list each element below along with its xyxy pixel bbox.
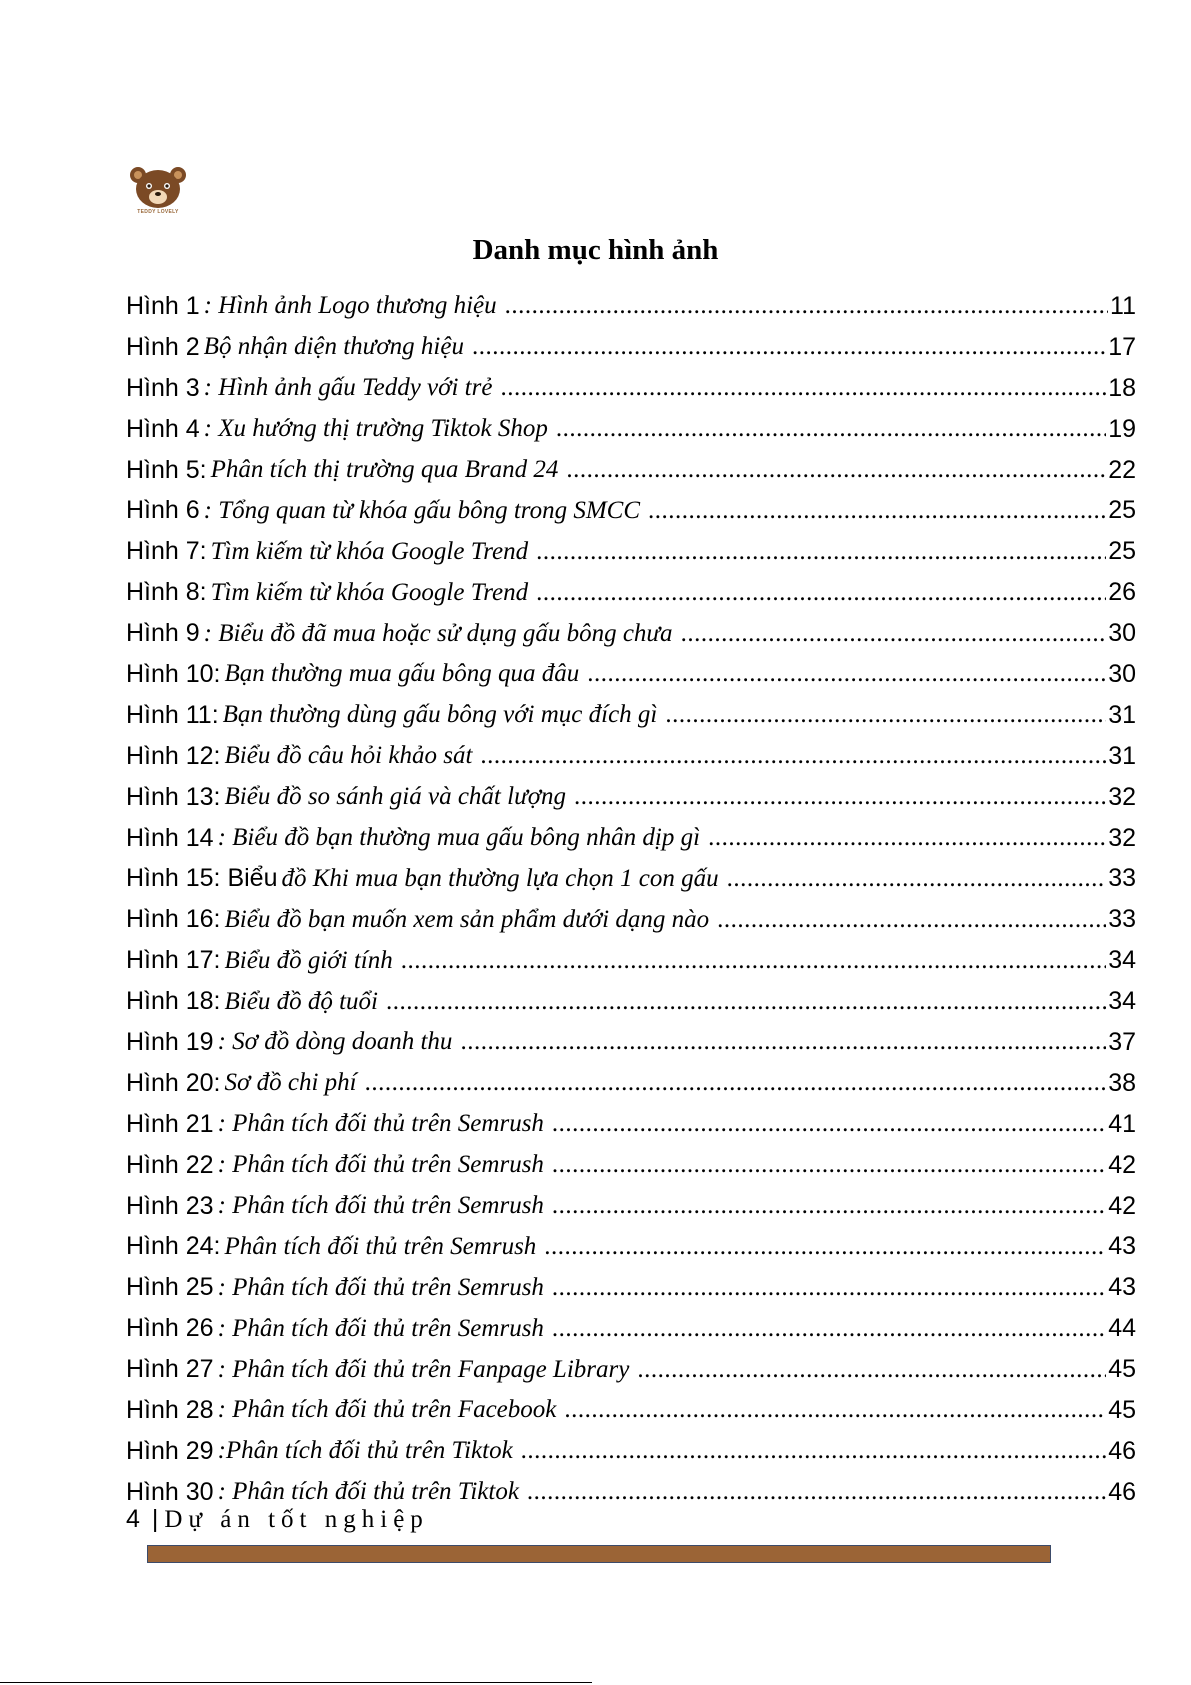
toc-entry-page: 43 [1108,1273,1136,1302]
toc-dot-leader [505,292,1108,320]
toc-entry[interactable] [126,695,1136,736]
toc-entry-label: Hình 8: [126,578,207,607]
toc-entry-caption: : Hình ảnh Logo thương hiệu [203,292,497,320]
toc-entry[interactable] [126,1267,1136,1308]
toc-dot-leader [708,824,1106,852]
toc-dot-leader [552,1274,1106,1302]
toc-entry-label: Hình 9 [126,619,200,648]
page-edge-line [0,1682,592,1683]
toc-entry[interactable] [126,1145,1136,1186]
toc-entry[interactable] [126,490,1136,531]
toc-entry-caption: : Phân tích đối thủ trên Tiktok [217,1478,519,1506]
toc-entry-label: Hình 16: [126,905,221,934]
toc-entry-page: 42 [1108,1191,1136,1220]
toc-dot-leader [587,660,1106,688]
toc-entry-page: 31 [1108,700,1136,729]
toc-entry-page: 42 [1108,1150,1136,1179]
toc-entry-caption: : Tổng quan từ khóa gấu bông trong SMCC [203,496,640,524]
toc-entry[interactable] [126,1104,1136,1145]
footer-page-number: 4 [126,1505,140,1533]
toc-entry-label: Hình 3 [126,373,200,402]
toc-dot-leader [536,579,1106,607]
toc-dot-leader [665,701,1106,729]
toc-entry[interactable] [126,613,1136,654]
toc-dot-leader [544,1233,1106,1261]
toc-entry-page: 30 [1108,619,1136,648]
toc-entry[interactable] [126,899,1136,940]
toc-entry-page: 32 [1108,782,1136,811]
toc-dot-leader [401,947,1106,975]
toc-entry-label: Hình 18: [126,987,221,1016]
toc-entry-caption: Biểu đồ câu hỏi khảo sát [224,742,473,770]
footer-separator: | [151,1505,159,1533]
toc-entry-label: Hình 13: [126,782,221,811]
toc-entry[interactable] [126,1349,1136,1390]
toc-dot-leader [566,456,1106,484]
toc-entry-page: 18 [1108,373,1136,402]
page-footer [126,1505,429,1534]
toc-entry-caption: đồ Khi mua bạn thường lựa chọn 1 con gấu [281,864,719,892]
toc-entry-caption: Bạn thường dùng gấu bông với mục đích gì [222,701,658,729]
toc-entry-label: Hình 7: [126,537,207,566]
toc-entry-label: Hình 27 [126,1355,214,1384]
toc-entry-caption: Phân tích đối thủ trên Semrush [224,1232,537,1260]
toc-entry[interactable] [126,1022,1136,1063]
toc-dot-leader [480,742,1106,770]
toc-entry-label: Hình 11: [126,700,219,729]
footer-text: Dự án tốt nghiệp [164,1505,429,1533]
toc-entry[interactable] [126,450,1136,491]
toc-entry-page: 30 [1108,659,1136,688]
toc-entry-caption: : Phân tích đối thủ trên Semrush [217,1151,544,1179]
toc-entry-label: Hình 20: [126,1068,221,1097]
toc-entry-page: 46 [1108,1477,1136,1506]
toc-entry-page: 22 [1108,455,1136,484]
toc-entry-page: 26 [1108,578,1136,607]
figure-list [126,286,1136,1513]
toc-dot-leader [556,415,1106,443]
toc-entry-page: 41 [1108,1109,1136,1138]
toc-entry-page: 19 [1108,414,1136,443]
toc-entry-label: Hình 15: Biểu [126,864,278,893]
toc-entry-page: 32 [1108,823,1136,852]
toc-entry-page: 33 [1108,905,1136,934]
toc-entry-label: Hình 30 [126,1477,214,1506]
toc-entry-page: 17 [1108,332,1136,361]
toc-entry[interactable] [126,981,1136,1022]
toc-entry-label: Hình 4 [126,414,200,443]
toc-entry-label: Hình 12: [126,741,221,770]
toc-entry-label: Hình 14 [126,823,214,852]
toc-dot-leader [681,620,1107,648]
toc-entry-label: Hình 19 [126,1027,214,1056]
toc-entry[interactable] [126,1308,1136,1349]
toc-dot-leader [460,1028,1106,1056]
toc-entry-caption: Sơ đồ chi phí [224,1069,357,1097]
toc-entry[interactable] [126,858,1136,899]
toc-entry-caption: Phân tích thị trường qua Brand 24 [210,456,559,483]
toc-entry-caption: : Phân tích đối thủ trên Semrush [217,1314,544,1342]
toc-dot-leader [472,333,1106,361]
toc-dot-leader [365,1069,1107,1097]
toc-entry-label: Hình 2 [126,332,200,361]
toc-entry-label: Hình 17: [126,946,221,975]
toc-entry-caption: Biểu đồ so sánh giá và chất lượng [224,783,567,811]
toc-dot-leader [536,538,1106,566]
toc-dot-leader [574,783,1106,811]
toc-entry[interactable] [126,327,1136,368]
toc-entry-caption: : Phân tích đối thủ trên Fanpage Library [217,1355,630,1383]
toc-entry-label: Hình 10: [126,659,221,688]
toc-entry-label: Hình 29 [126,1436,214,1465]
toc-entry-caption: : Hình ảnh gấu Teddy với trẻ [203,374,493,402]
toc-entry[interactable] [126,777,1136,818]
toc-entry-caption: Bộ nhận diện thương hiệu [203,333,464,361]
toc-entry-caption: : Biểu đồ đã mua hoặc sử dụng gấu bông chưa [203,619,673,647]
toc-entry-caption: Tìm kiếm từ khóa Google Trend [210,578,529,606]
toc-entry-label: Hình 21 [126,1109,214,1138]
toc-dot-leader [521,1437,1107,1465]
toc-entry[interactable] [126,1431,1136,1472]
toc-dot-leader [648,497,1106,525]
toc-entry[interactable] [126,572,1136,613]
toc-entry-caption: : Sơ đồ dòng doanh thu [217,1028,453,1056]
toc-entry-page: 46 [1108,1436,1136,1465]
toc-entry-label: Hình 25 [126,1273,214,1302]
toc-dot-leader [552,1315,1106,1343]
toc-entry-label: Hình 22 [126,1150,214,1179]
toc-entry-page: 31 [1108,741,1136,770]
toc-entry[interactable] [126,286,1136,327]
toc-dot-leader [727,865,1107,893]
toc-entry-page: 45 [1108,1395,1136,1424]
footer-bar [147,1545,1051,1563]
toc-entry-caption: Biểu đồ độ tuổi [224,987,378,1015]
toc-entry-caption: : Phân tích đối thủ trên Semrush [217,1110,544,1138]
toc-entry-label: Hình 1 [126,291,200,320]
toc-entry-label: Hình 28 [126,1395,214,1424]
toc-entry-page: 25 [1108,496,1136,525]
toc-entry[interactable] [126,531,1136,572]
toc-entry-label: Hình 23 [126,1191,214,1220]
toc-dot-leader [500,374,1106,402]
toc-entry[interactable] [126,654,1136,695]
toc-entry[interactable] [126,409,1136,450]
toc-entry-page: 34 [1108,946,1136,975]
toc-entry-page: 45 [1108,1355,1136,1384]
toc-entry[interactable] [126,736,1136,777]
toc-entry[interactable] [126,818,1136,859]
brand-logo [128,166,188,222]
toc-entry[interactable] [126,940,1136,981]
toc-entry-label: Hình 5: [126,455,207,484]
toc-entry-page: 37 [1108,1027,1136,1056]
toc-entry-page: 43 [1108,1232,1136,1261]
toc-entry-caption: : Phân tích đối thủ trên Facebook [217,1396,557,1424]
toc-dot-leader [386,988,1106,1016]
toc-entry-caption: Biểu đồ bạn muốn xem sản phẩm dưới dạng nào [224,905,710,933]
toc-dot-leader [552,1151,1106,1179]
toc-entry-page: 25 [1108,537,1136,566]
toc-entry-caption: Biểu đồ giới tính [224,946,393,974]
toc-entry-label: Hình 6 [126,496,200,525]
toc-dot-leader [527,1478,1106,1506]
page-title: Danh mục hình ảnh [472,234,719,266]
toc-entry-caption: : Phân tích đối thủ trên Semrush [217,1192,544,1220]
toc-entry-page: 11 [1110,291,1136,320]
toc-entry-page: 38 [1108,1068,1136,1097]
logo-wordmark: TEDDY LOVELY [137,209,179,215]
toc-dot-leader [552,1192,1106,1220]
toc-entry[interactable] [126,1063,1136,1104]
toc-dot-leader [637,1356,1106,1384]
toc-entry-caption: : Biểu đồ bạn thường mua gấu bông nhân dịp gì [217,824,701,852]
toc-entry[interactable] [126,368,1136,409]
toc-entry[interactable] [126,1390,1136,1431]
toc-entry-caption: Bạn thường mua gấu bông qua đâu [224,660,580,688]
toc-entry-caption: Tìm kiếm từ khóa Google Trend [210,537,529,565]
toc-entry-caption: : Xu hướng thị trường Tiktok Shop [203,415,548,443]
toc-dot-leader [717,906,1106,934]
teddy-bear-icon [128,166,188,210]
toc-entry-page: 34 [1108,987,1136,1016]
toc-dot-leader [552,1110,1106,1138]
toc-entry-caption: :Phân tích đối thủ trên Tiktok [217,1437,513,1465]
toc-entry-page: 33 [1108,864,1136,893]
toc-entry-label: Hình 26 [126,1314,214,1343]
toc-entry[interactable] [126,1186,1136,1227]
toc-entry-page: 44 [1108,1314,1136,1343]
toc-entry[interactable] [126,1226,1136,1267]
toc-entry-label: Hình 24: [126,1232,221,1261]
toc-dot-leader [564,1396,1106,1424]
toc-entry-caption: : Phân tích đối thủ trên Semrush [217,1273,544,1301]
